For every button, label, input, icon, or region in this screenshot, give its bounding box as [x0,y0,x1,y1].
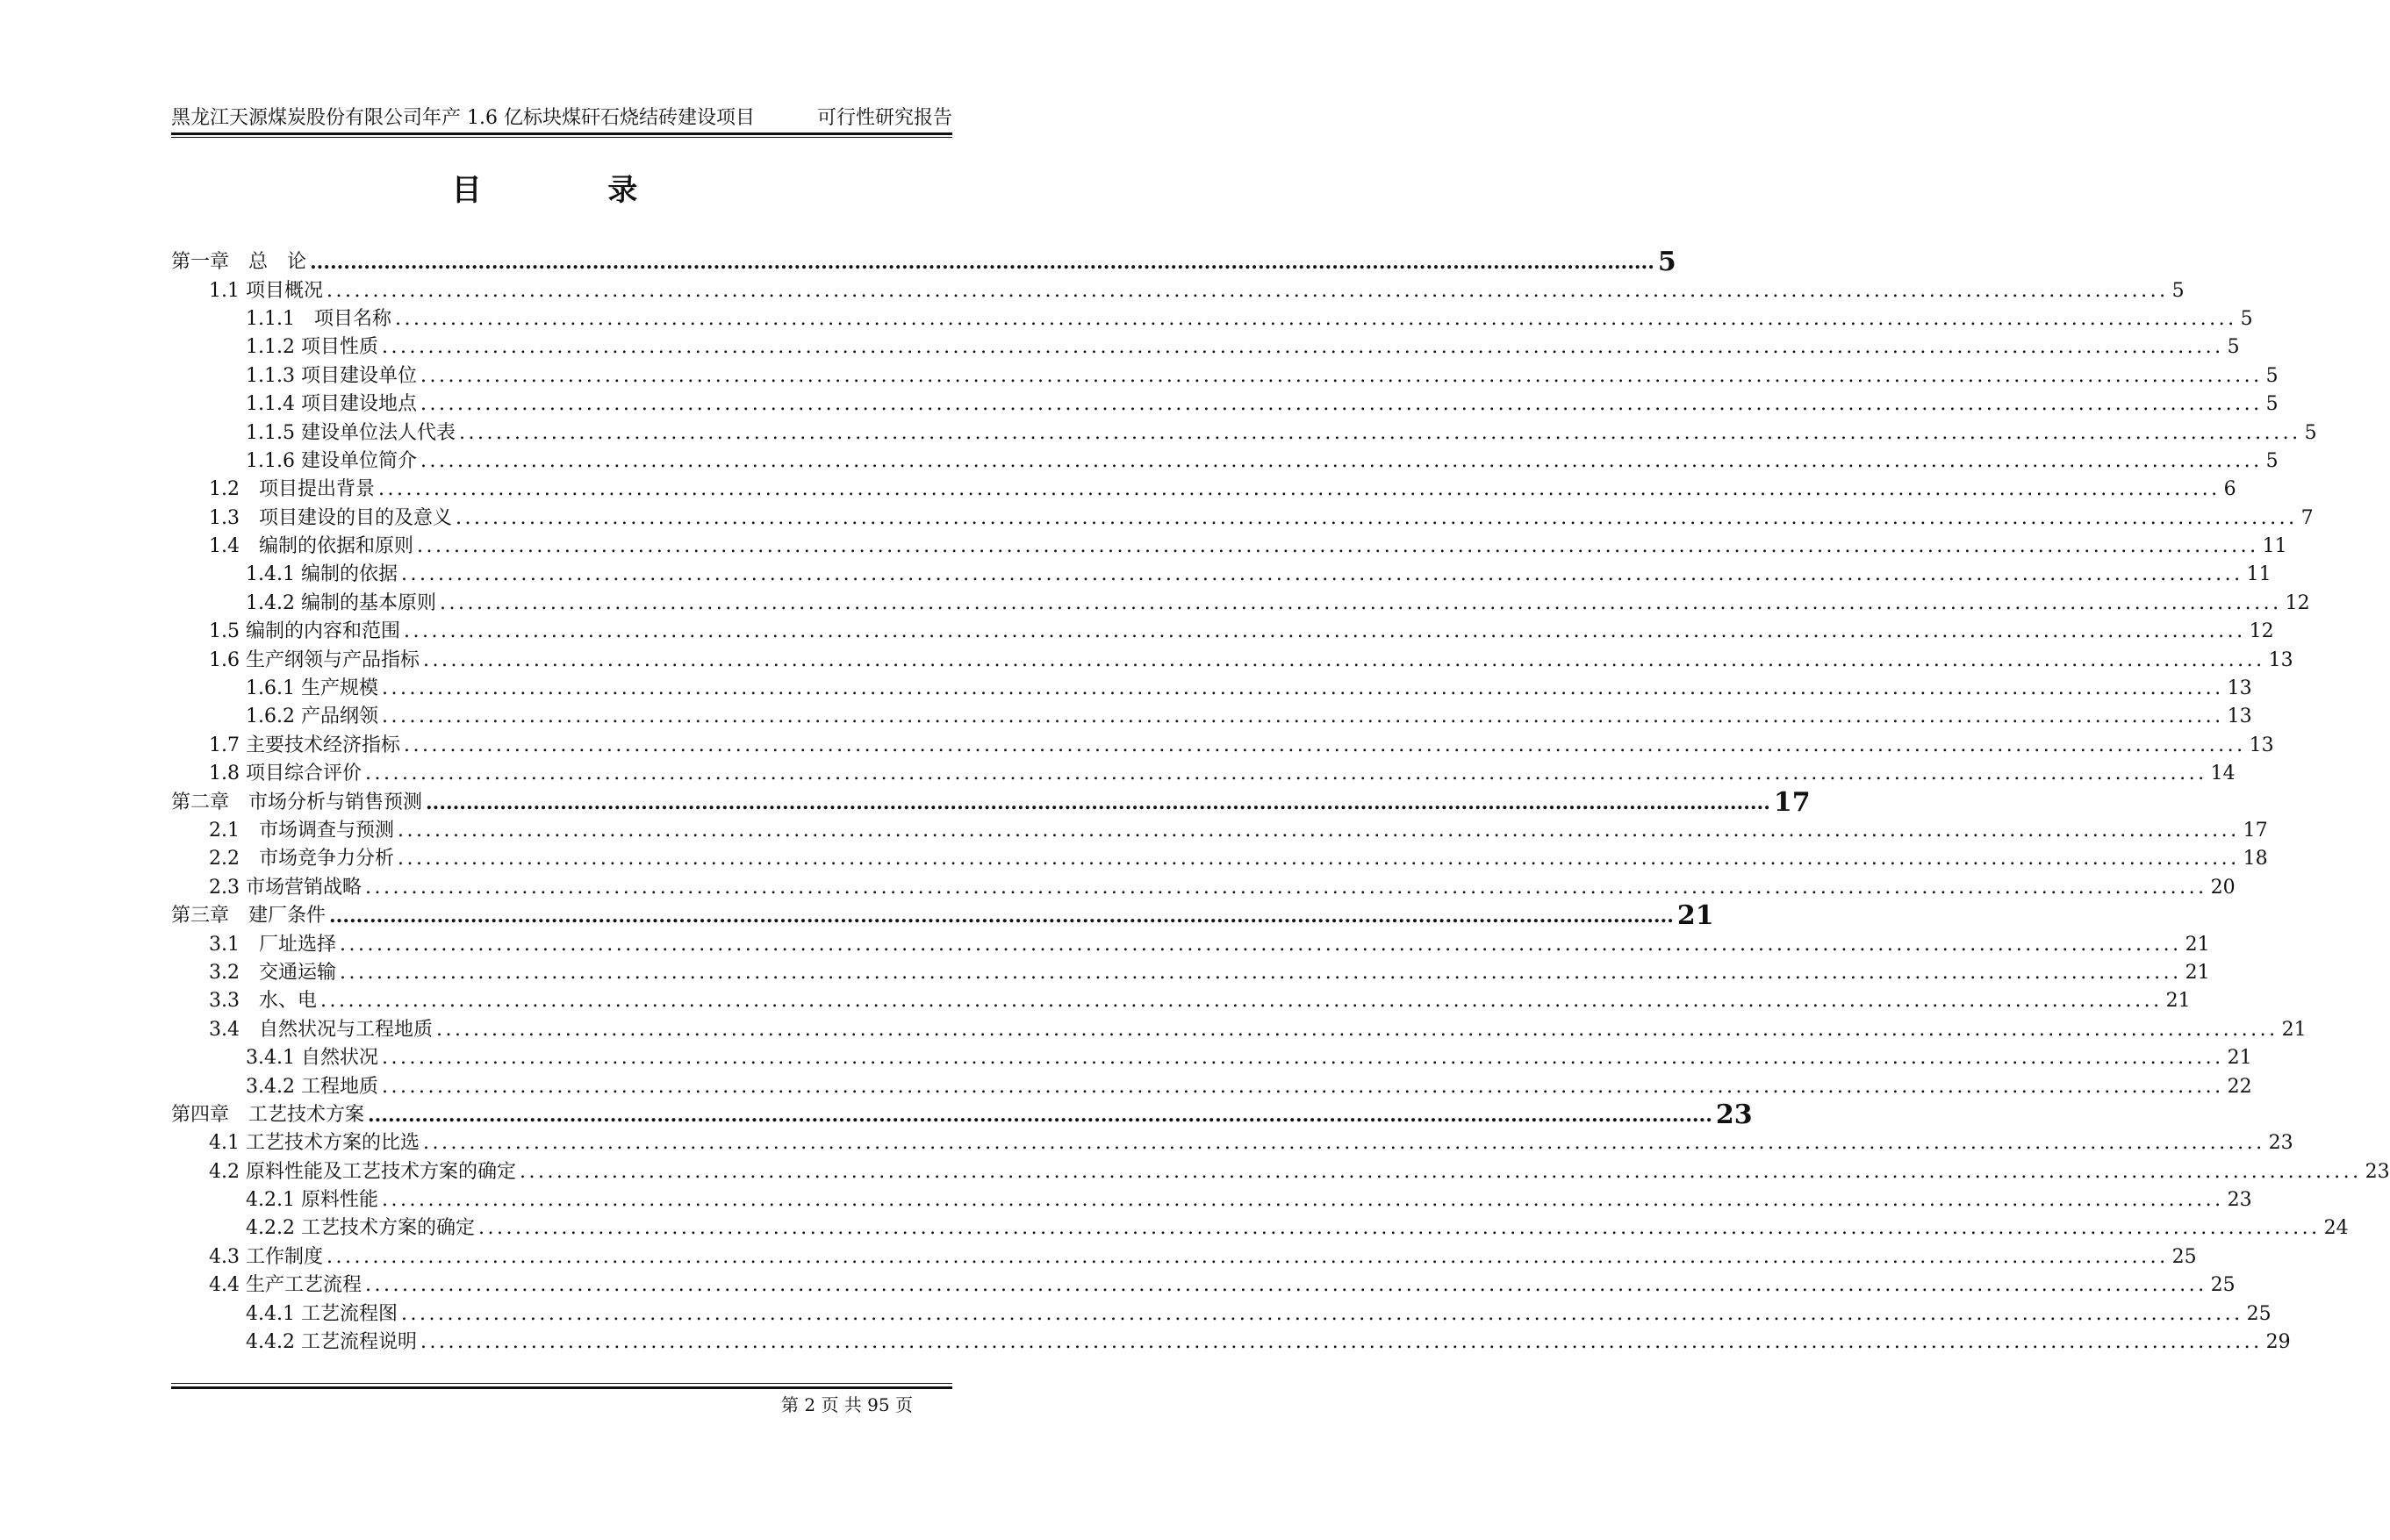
toc-entry-label: 3.3 水、电 [209,990,317,1013]
dot-leader: ........................................................................................................................................................................................................ [426,791,1770,814]
toc-entry-label: 4.4 生产工艺流程 [209,1274,362,1297]
dot-leader: ........................................................................................................................................................................................................ [364,876,2207,899]
dot-leader: ........................................................................................................................................................................................................ [381,336,2224,359]
toc-entry-label: 2.1 市场调查与预测 [209,820,394,842]
toc-entry-label: 1.6.2 产品纲领 [246,706,378,728]
toc-entry-label: 1.1.5 建设单位法人代表 [246,421,456,444]
toc-entry[interactable] [171,618,2274,646]
toc-entry[interactable] [171,874,2236,902]
toc-entry-label: 1.4 编制的依据和原则 [209,535,413,558]
header-report-type: 可行性研究报告 [816,107,952,129]
toc-entry-label: 4.2 原料性能及工艺技术方案的确定 [209,1160,516,1183]
dot-leader: ........................................................................................................................................................................................................ [320,990,2163,1013]
toc-entry[interactable] [171,362,2279,390]
header-rule-thick [171,133,952,135]
toc-entry-page-number: 17 [2243,820,2268,842]
dot-leader: ........................................................................................................................................................................................................ [477,1217,2321,1240]
toc-entry[interactable] [171,930,2210,958]
toc-entry-page-number: 5 [2265,393,2279,416]
toc-entry[interactable] [171,959,2210,987]
toc-entry[interactable] [171,419,2317,447]
toc-entry-page-number: 12 [2285,591,2310,614]
dot-leader: ........................................................................................................................................................................................................ [420,449,2263,472]
toc-entry[interactable] [171,1214,2349,1243]
dot-leader: ........................................................................................................................................................................................................ [398,848,2240,870]
toc-entry[interactable] [171,817,2268,845]
toc-entry-page-number: 13 [2249,734,2274,756]
toc-entry-label: 1.4.2 编制的基本原则 [246,591,436,614]
toc-entry[interactable] [171,1016,2307,1044]
toc-entry[interactable] [171,305,2253,333]
toc-entry-page-number: 13 [2227,677,2252,700]
toc-entry-page-number: 25 [2171,1245,2197,1268]
page-number-footer: 第 2 页 共 95 页 [781,1394,913,1415]
dot-leader: ........................................................................................................................................................................................................ [340,961,2182,984]
toc-entry-label: 1.2 项目提出背景 [209,478,375,501]
toc-entry-label: 1.1.4 项目建设地点 [246,393,417,416]
toc-entry-page-number: 25 [2210,1274,2236,1297]
dot-leader: ........................................................................................................................................................................................................ [340,933,2182,956]
toc-entry[interactable] [171,646,2293,674]
toc-entry[interactable] [171,845,2268,873]
toc-entry-label: 1.6.1 生产规模 [246,677,378,700]
toc-entry[interactable] [171,505,2314,533]
toc-entry[interactable] [171,732,2274,760]
toc-entry[interactable] [171,703,2252,731]
toc-entry[interactable] [171,448,2279,476]
toc-entry-label: 4.3 工作制度 [209,1245,323,1268]
dot-leader: ........................................................................................................................................................................................................ [381,1047,2224,1070]
dot-leader: ........................................................................................................................................................................................................ [364,1274,2207,1297]
toc-entry-label: 3.1 厂址选择 [209,933,336,956]
dot-leader: ........................................................................................................................................................................................................ [394,307,2237,330]
toc-entry-label: 2.2 市场竞争力分析 [209,848,394,870]
dot-leader: ........................................................................................................................................................................................................ [420,1331,2263,1354]
header-rule-thin [171,137,952,138]
toc-entry-page-number: 25 [2246,1302,2272,1325]
toc-chapter-entry[interactable] [171,1099,1753,1130]
toc-entry-page-number: 21 [2185,961,2210,984]
toc-entry[interactable] [171,1300,2272,1328]
dot-leader: ........................................................................................................................................................................................................ [381,1189,2224,1212]
running-header [171,104,952,133]
footer-rule-thick [171,1386,952,1389]
toc-entry-page-number: 13 [2268,648,2293,671]
dot-leader: ........................................................................................................................................................................................................ [456,506,2298,529]
toc-entry[interactable] [171,390,2279,419]
toc-entry[interactable] [171,1243,2197,1271]
toc-entry-page-number: 23 [2365,1160,2390,1183]
toc-entry-page-number: 23 [2268,1132,2293,1155]
toc-entry-label: 1.1.3 项目建设单位 [246,364,417,387]
toc-entry-label: 1.4.1 编制的依据 [246,563,398,586]
footer-rule-thin [171,1383,952,1384]
toc-entry-page-number: 13 [2227,706,2252,728]
toc-entry-label: 1.6 生产纲领与产品指标 [209,648,420,671]
toc-entry-page-number: 20 [2210,876,2236,899]
toc-entry-page-number: 11 [2246,563,2272,586]
toc-entry-page-number: 17 [1773,786,1811,818]
toc-entry[interactable] [171,276,2185,304]
toc-entry-page-number: 21 [2185,933,2210,956]
toc-entry[interactable] [171,1158,2390,1186]
toc-entry-label: 3.4 自然状况与工程地质 [209,1018,433,1041]
toc-entry-label: 1.1.1 项目名称 [246,307,391,330]
toc-entry-page-number: 21 [2227,1047,2252,1070]
page-title: 目 录 [451,173,696,208]
dot-leader: ........................................................................................................................................................................................................ [420,364,2263,387]
toc-entry-label: 4.2.1 原料性能 [246,1189,378,1212]
dot-leader: ........................................................................................................................................................................................................ [420,393,2263,416]
table-of-contents [171,247,2390,1357]
dot-leader: ........................................................................................................................................................................................................ [364,763,2207,785]
dot-leader: ........................................................................................................................................................................................................ [310,251,1654,275]
toc-entry-label: 4.1 工艺技术方案的比选 [209,1132,420,1155]
toc-entry-label: 1.7 主要技术经济指标 [209,734,400,756]
toc-entry-page-number: 18 [2243,848,2268,870]
toc-entry-label: 第二章 市场分析与销售预测 [171,791,423,813]
dot-leader: ........................................................................................................................................................................................................ [326,279,2169,302]
dot-leader: ........................................................................................................................................................................................................ [403,620,2246,643]
toc-entry[interactable] [171,987,2191,1015]
toc-entry-label: 3.2 交通运输 [209,961,336,984]
toc-chapter-entry[interactable] [171,900,1714,932]
dot-leader: ........................................................................................................................................................................................................ [381,1075,2224,1098]
toc-entry-page-number: 11 [2262,535,2287,558]
toc-entry-page-number: 12 [2249,620,2274,643]
toc-entry-label: 1.5 编制的内容和范围 [209,620,400,643]
dot-leader: ........................................................................................................................................................................................................ [436,1018,2279,1041]
dot-leader: ........................................................................................................................................................................................................ [381,706,2224,728]
toc-entry-label: 1.1.6 建设单位简介 [246,449,417,472]
dot-leader: ........................................................................................................................................................................................................ [400,1302,2243,1325]
toc-entry-page-number: 21 [2281,1018,2307,1041]
toc-entry[interactable] [171,1044,2252,1072]
dot-leader: ........................................................................................................................................................................................................ [329,905,1674,928]
toc-entry-label: 1.1 项目概况 [209,279,323,302]
toc-entry-page-number: 5 [2304,421,2317,444]
toc-entry-page-number: 24 [2323,1217,2349,1240]
dot-leader: ........................................................................................................................................................................................................ [398,820,2240,842]
toc-entry[interactable] [171,1271,2236,1300]
toc-entry-label: 3.4.1 自然状况 [246,1047,378,1070]
toc-entry-page-number: 7 [2300,506,2314,529]
toc-entry-label: 4.2.2 工艺技术方案的确定 [246,1217,475,1240]
dot-leader: ........................................................................................................................................................................................................ [400,563,2243,586]
dot-leader: ........................................................................................................................................................................................................ [368,1103,1712,1127]
dot-leader: ........................................................................................................................................................................................................ [458,421,2301,444]
dot-leader: ........................................................................................................................................................................................................ [519,1160,2362,1183]
toc-entry-page-number: 5 [2265,449,2279,472]
toc-entry[interactable] [171,476,2236,504]
toc-entry-page-number: 21 [1676,900,1714,932]
toc-entry-page-number: 22 [2227,1075,2252,1098]
dot-leader: ........................................................................................................................................................................................................ [422,1132,2265,1155]
toc-entry-page-number: 5 [2227,336,2240,359]
dot-leader: ........................................................................................................................................................................................................ [417,535,2259,558]
toc-entry-label: 第一章 总 论 [171,251,307,274]
toc-entry[interactable] [171,533,2287,561]
dot-leader: ........................................................................................................................................................................................................ [439,591,2282,614]
toc-entry-page-number: 29 [2265,1331,2291,1354]
toc-entry-label: 1.3 项目建设的目的及意义 [209,506,452,529]
dot-leader: ........................................................................................................................................................................................................ [326,1245,2169,1268]
toc-entry[interactable] [171,1186,2252,1214]
toc-entry-page-number: 5 [2171,279,2185,302]
toc-entry[interactable] [171,1129,2293,1157]
toc-entry-label: 第三章 建厂条件 [171,905,327,928]
toc-entry[interactable] [171,675,2252,703]
toc-entry-label: 第四章 工艺技术方案 [171,1103,365,1126]
dot-leader: ........................................................................................................................................................................................................ [378,478,2221,501]
toc-entry[interactable] [171,1329,2291,1357]
toc-entry-page-number: 5 [2265,364,2279,387]
toc-entry[interactable] [171,760,2236,788]
toc-entry-label: 3.4.2 工程地质 [246,1075,378,1098]
dot-leader: ........................................................................................................................................................................................................ [403,734,2246,756]
toc-entry-page-number: 21 [2165,990,2191,1013]
toc-entry-page-number: 14 [2210,763,2236,785]
toc-chapter-entry[interactable] [171,786,1811,818]
toc-entry[interactable] [171,590,2310,618]
toc-entry-label: 1.1.2 项目性质 [246,336,378,359]
toc-entry-page-number: 5 [1657,247,1676,278]
toc-chapter-entry[interactable] [171,247,1676,278]
dot-leader: ........................................................................................................................................................................................................ [422,648,2265,671]
toc-entry-label: 4.4.2 工艺流程说明 [246,1331,417,1354]
toc-entry-page-number: 23 [1715,1099,1753,1130]
toc-entry[interactable] [171,561,2272,589]
toc-entry-label: 1.8 项目综合评价 [209,763,362,785]
dot-leader: ........................................................................................................................................................................................................ [381,677,2224,700]
toc-entry-label: 4.4.1 工艺流程图 [246,1302,398,1325]
toc-entry[interactable] [171,333,2240,362]
toc-entry-label: 2.3 市场营销战略 [209,876,362,899]
toc-entry-page-number: 6 [2223,478,2236,501]
toc-entry[interactable] [171,1072,2252,1100]
toc-entry-page-number: 23 [2227,1189,2252,1212]
header-project-title: 黑龙江天源煤炭股份有限公司年产 1.6 亿标块煤矸石烧结砖建设项目 [171,107,755,129]
toc-entry-page-number: 5 [2240,307,2253,330]
